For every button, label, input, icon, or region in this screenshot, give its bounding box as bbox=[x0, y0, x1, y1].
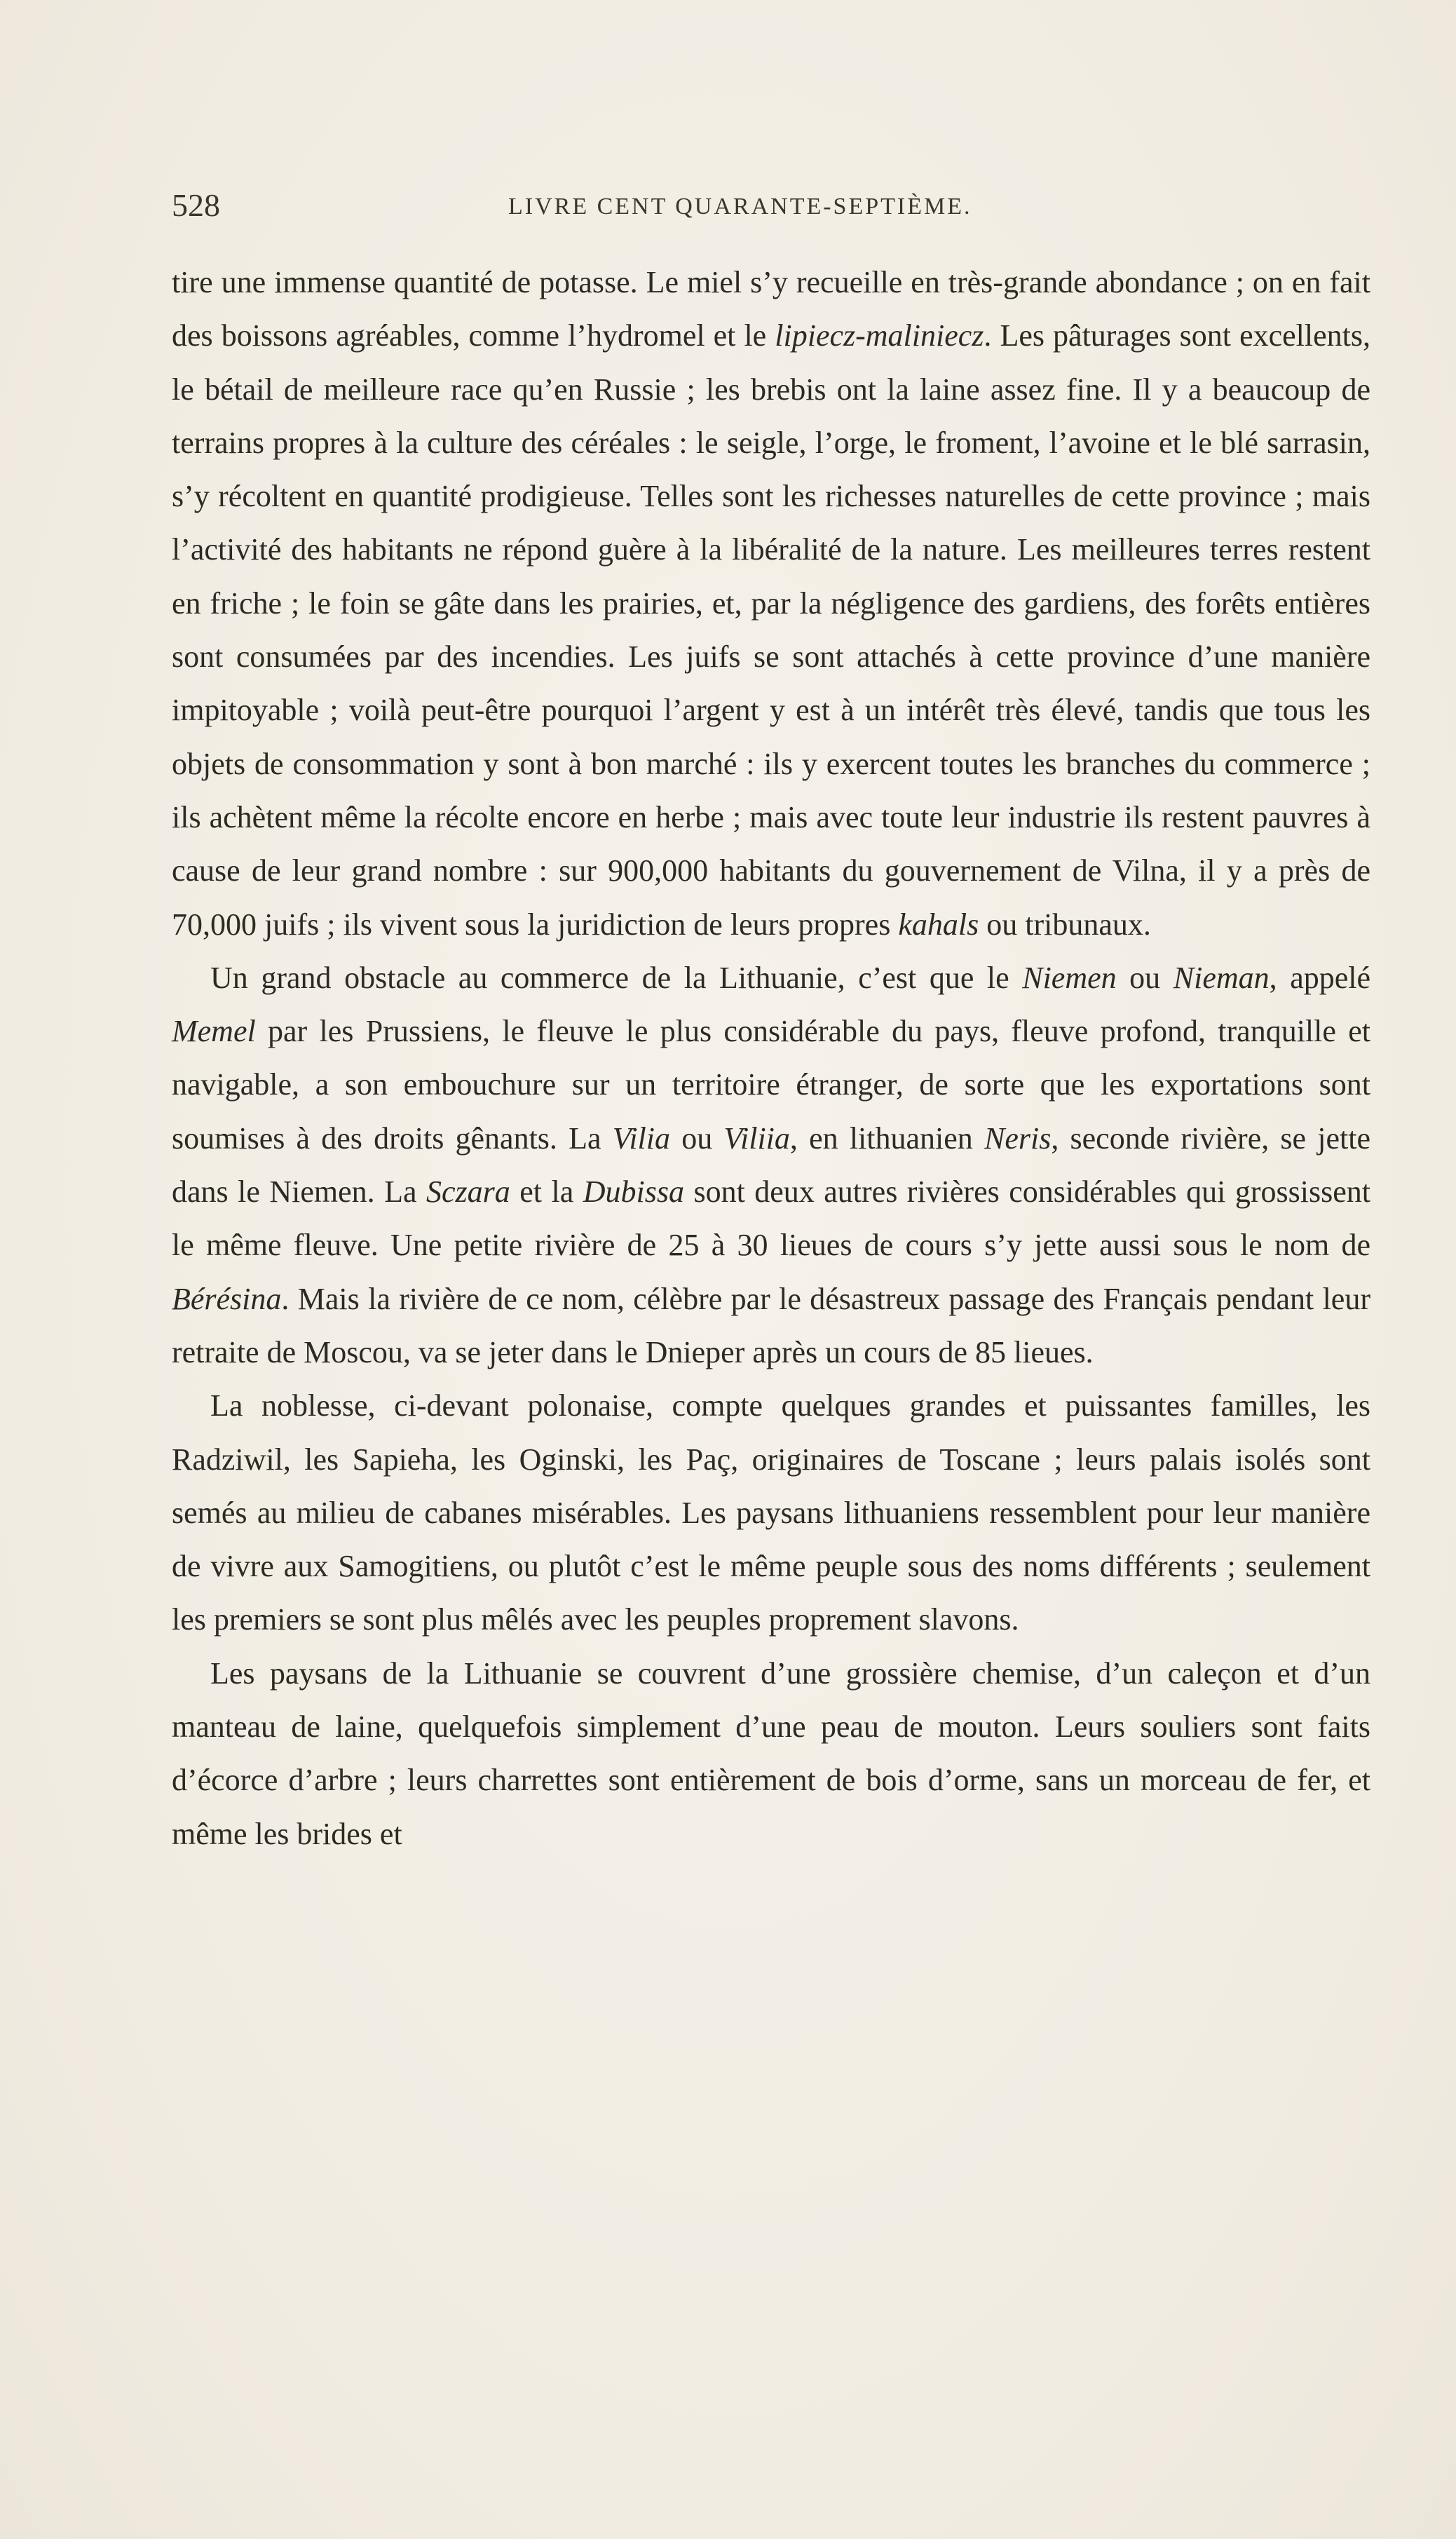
italic-term: Niemen bbox=[1022, 960, 1117, 995]
text-run: sont deux autres rivières considérables qui grossissent le même fleuve. Une petite rivière de 25 à 30 lieues de cours s’y jette aussi sous le nom de bbox=[172, 1174, 1370, 1263]
italic-term: Neris bbox=[984, 1120, 1052, 1156]
paragraph bbox=[172, 1379, 1370, 1646]
paragraph bbox=[172, 1647, 1370, 1861]
italic-term: Nieman bbox=[1173, 960, 1270, 995]
italic-term: Bérésina bbox=[172, 1281, 282, 1316]
text-run: par les Prussiens, le fleuve le plus considérable du pays, fleuve profond, tranquille et navigable, a son embouchure sur un territoire étranger, de sorte que les exportations sont soumises à des droits gênants. La bbox=[172, 1014, 1370, 1156]
page-number: 528 bbox=[172, 187, 220, 223]
text-run: , en lithuanien bbox=[789, 1120, 984, 1156]
text-run: tire une immense quantité de potasse. Le miel s’y recueille en très-grande abondance ; on en fait des boissons agréables, comme l’hydromel et le bbox=[172, 265, 1370, 353]
text-run: , seconde rivière, se jette dans le Niemen. La bbox=[172, 1120, 1370, 1210]
italic-term: Viliia bbox=[723, 1120, 790, 1156]
text-run: . Mais la rivière de ce nom, célèbre par le désastreux passage des Français pendant leur retraite de Moscou, va se jeter dans le Dnieper après un cours de 85 lieues. bbox=[172, 1281, 1370, 1369]
text-run: . Les pâturages sont excellents, le bétail de meilleure race qu’en Russie ; les brebis ont la laine assez fine. Il y a beaucoup de terrains propres à la culture des céréales : le seigle, l’orge, le froment, l’avoine et le blé sarrasin, s’y récoltent en quantité prodigieuse. Telles sont les richesses naturelles de cette province ; mais l’activité des habitants ne répond guère à la libéralité de la nature. Les meilleures terres restent en friche ; le foin se gâte dans les prairies, et, par la négligence des gardiens, des forêts entières sont consumées par des incendies. Les juifs se sont attachés à cette province d’une manière impitoyable ; voilà peut-être pourquoi l’argent y est à un intérêt très élevé, tandis que tous les objets de consommation y sont à bon marché : ils y exercent toutes les branches du commerce ; ils achètent même la récolte encore en herbe ; mais avec toute leur industrie ils restent pauvres à cause de leur grand nombre : sur 900,000 habitants du gouvernement de Vilna, il y a près de 70,000 juifs ; ils vivent sous la juridiction de leurs propres bbox=[172, 318, 1370, 942]
italic-term: kahals bbox=[898, 907, 979, 942]
text-run: Un grand obstacle au commerce de la Lithuanie, c’est que le bbox=[210, 960, 1023, 995]
italic-term: Dubissa bbox=[583, 1174, 684, 1210]
paragraph bbox=[172, 256, 1370, 952]
text-run: ou bbox=[1116, 960, 1173, 995]
text-run: ou tribunaux. bbox=[979, 907, 1151, 942]
running-title: LIVRE CENT QUARANTE-SEPTIÈME. bbox=[508, 194, 972, 219]
paragraph bbox=[172, 952, 1370, 1379]
body-text bbox=[172, 256, 1370, 1861]
italic-term: Sczara bbox=[426, 1174, 510, 1210]
text-run: ou bbox=[670, 1120, 724, 1156]
page-header bbox=[172, 187, 1370, 229]
text-run: , appelé bbox=[1269, 960, 1371, 995]
text-run: Les paysans de la Lithuanie se couvrent d’une grossière chemise, d’un caleçon et d’un manteau de laine, quelquefois simplement d’une peau de mouton. Leurs souliers sont faits d’écorce d’arbre ; leurs charrettes sont entièrement de bois d’orme, sans un morceau de fer, et même les brides et bbox=[172, 1656, 1370, 1851]
text-run: La noblesse, ci-devant polonaise, compte quelques grandes et puissantes familles, les Radziwil, les Sapieha, les Oginski, les Paç, originaires de Toscane ; leurs palais isolés sont semés au milieu de cabanes misérables. Les paysans lithuaniens ressemblent pour leur manière de vivre aux Samogitiens, ou plutôt c’est le même peuple sous des noms différents ; seulement les premiers se sont plus mêlés avec les peuples proprement slavons. bbox=[172, 1388, 1370, 1637]
text-run: et la bbox=[510, 1174, 583, 1210]
italic-term: Vilia bbox=[612, 1120, 670, 1156]
italic-term: lipiecz-maliniecz bbox=[775, 318, 984, 353]
italic-term: Memel bbox=[172, 1014, 256, 1049]
